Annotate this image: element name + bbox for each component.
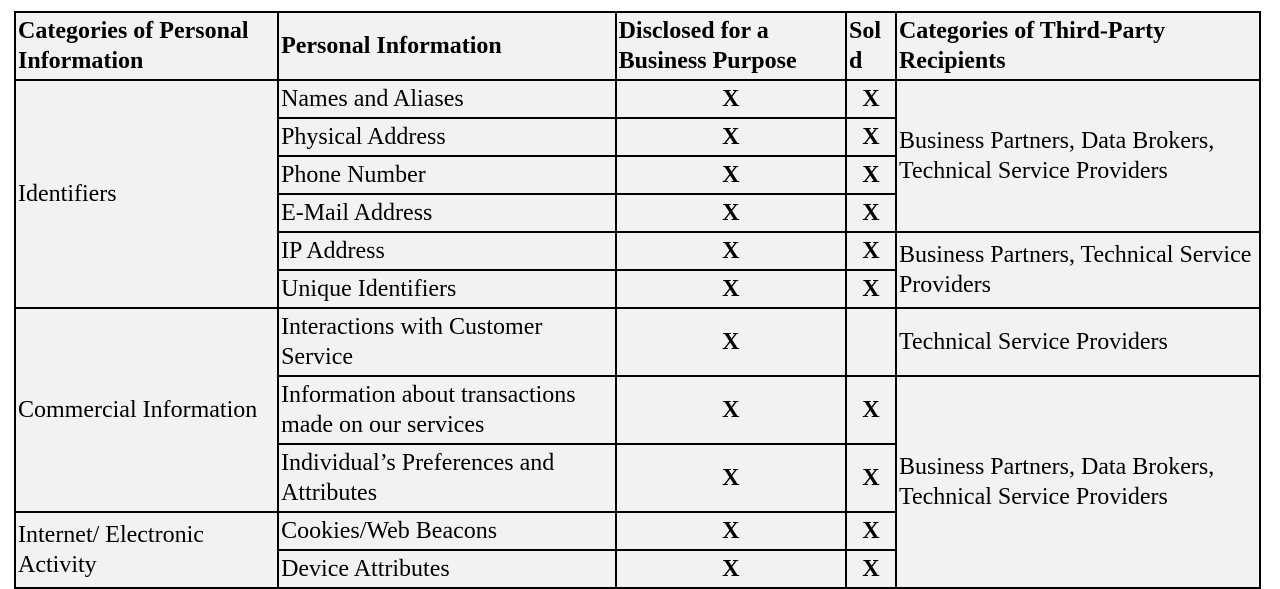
table-row — [15, 308, 1260, 376]
sold-mark — [846, 308, 896, 376]
personal-information-cell: Interactions with Customer Service — [278, 308, 616, 376]
disclosure-table-container — [14, 11, 1261, 589]
personal-information-cell: Device Attributes — [278, 550, 616, 588]
header-row — [15, 12, 1260, 80]
disclosed-mark: X — [616, 270, 846, 308]
disclosed-mark: X — [616, 156, 846, 194]
personal-information-cell: Individual’s Preferences and Attributes — [278, 444, 616, 512]
personal-information-disclosure-table — [14, 11, 1261, 589]
sold-mark: X — [846, 376, 896, 444]
personal-information-cell: Unique Identifiers — [278, 270, 616, 308]
disclosed-mark: X — [616, 194, 846, 232]
disclosed-mark: X — [616, 512, 846, 550]
disclosed-mark: X — [616, 444, 846, 512]
category-internet-electronic-activity: Internet/ Electronic Activity — [15, 512, 278, 588]
header-personal-information: Personal Information — [278, 12, 616, 80]
sold-mark: X — [846, 80, 896, 118]
sold-mark: X — [846, 550, 896, 588]
personal-information-cell: Physical Address — [278, 118, 616, 156]
recipients-cell: Technical Service Providers — [896, 308, 1260, 376]
sold-mark: X — [846, 194, 896, 232]
sold-mark: X — [846, 232, 896, 270]
personal-information-cell: E-Mail Address — [278, 194, 616, 232]
header-third-party-recipients: Categories of Third-Party Recipients — [896, 12, 1260, 80]
disclosed-mark: X — [616, 550, 846, 588]
personal-information-cell: IP Address — [278, 232, 616, 270]
disclosed-mark: X — [616, 376, 846, 444]
personal-information-cell: Cookies/Web Beacons — [278, 512, 616, 550]
sold-mark: X — [846, 512, 896, 550]
category-commercial-information: Commercial Information — [15, 308, 278, 512]
sold-mark: X — [846, 156, 896, 194]
table-row — [15, 80, 1260, 118]
recipients-cell: Business Partners, Data Brokers, Technical Service Providers — [896, 80, 1260, 232]
disclosed-mark: X — [616, 118, 846, 156]
category-identifiers: Identifiers — [15, 80, 278, 308]
header-categories-of-personal-information: Categories of Personal Information — [15, 12, 278, 80]
disclosed-mark: X — [616, 80, 846, 118]
header-sold: Sold — [846, 12, 896, 80]
disclosed-mark: X — [616, 232, 846, 270]
personal-information-cell: Phone Number — [278, 156, 616, 194]
personal-information-cell: Information about transactions made on our services — [278, 376, 616, 444]
sold-mark: X — [846, 270, 896, 308]
recipients-cell: Business Partners, Technical Service Providers — [896, 232, 1260, 308]
sold-mark: X — [846, 444, 896, 512]
sold-mark: X — [846, 118, 896, 156]
personal-information-cell: Names and Aliases — [278, 80, 616, 118]
header-disclosed-for-business-purpose: Disclosed for a Business Purpose — [616, 12, 846, 80]
disclosed-mark: X — [616, 308, 846, 376]
recipients-cell: Business Partners, Data Brokers, Technical Service Providers — [896, 376, 1260, 588]
